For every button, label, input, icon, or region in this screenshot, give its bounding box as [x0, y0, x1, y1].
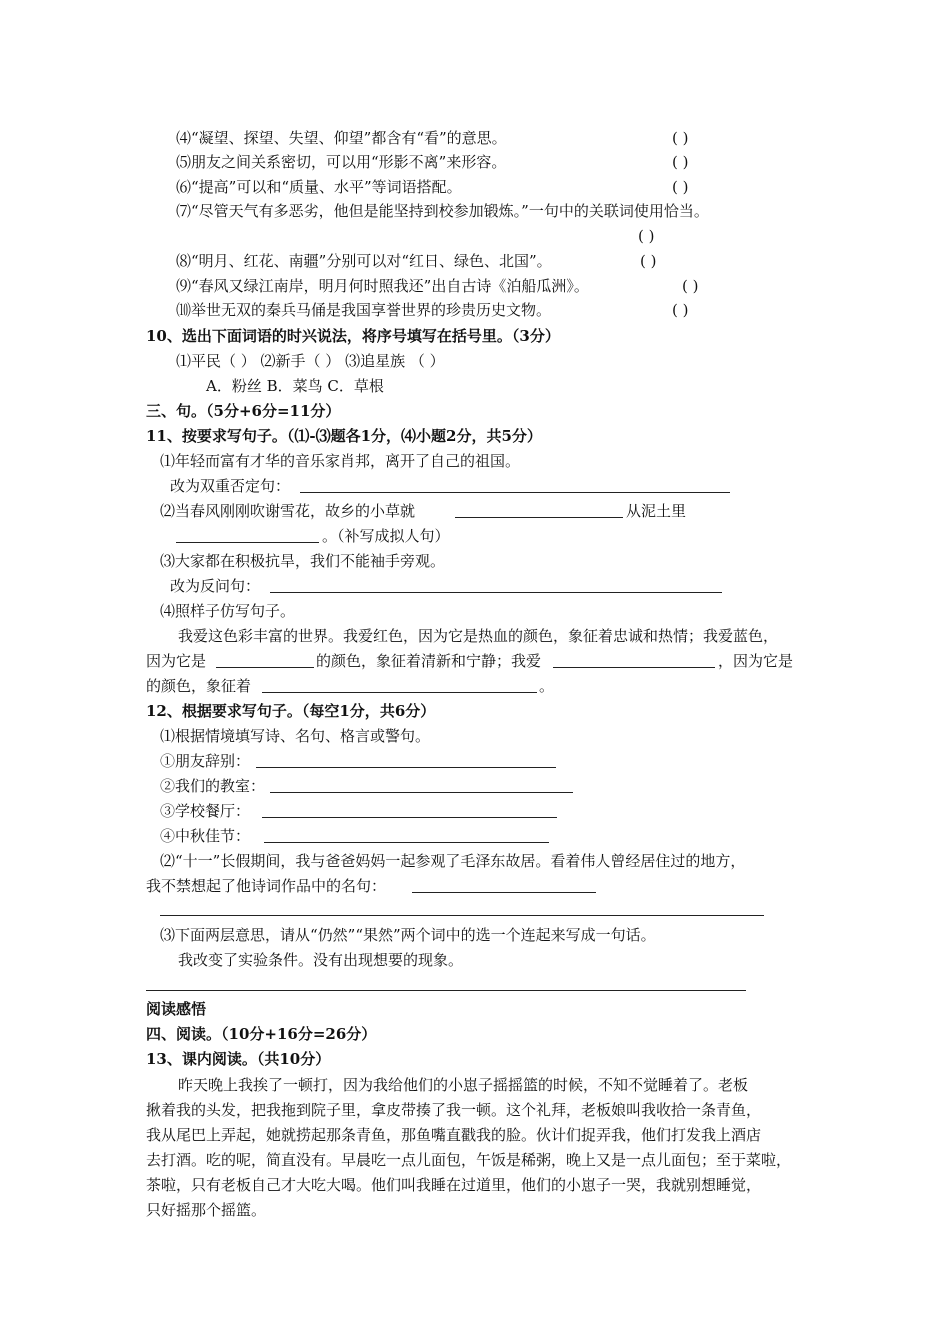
q12-item-1: ①朋友辞别：: [160, 752, 251, 770]
answer-line[interactable]: [160, 915, 764, 916]
passage-line: 只好摇那个摇篮。: [146, 1201, 267, 1219]
q11-sentence-3: ⑶大家都在积极抗旱，我们不能袖手旁观。: [160, 552, 446, 570]
q11-sample-2a: 因为它是: [146, 652, 207, 670]
answer-paren[interactable]: ( ): [672, 301, 689, 319]
q11-sample-3a: 的颜色，象征着: [146, 677, 252, 695]
answer-paren[interactable]: ( ): [672, 129, 689, 147]
answer-line[interactable]: [270, 592, 722, 593]
q12-sentence-1: ⑴根据情境填写诗、名句、格言或警句。: [160, 727, 431, 745]
q11-sentence-1: ⑴年轻而富有才华的音乐家肖邦，离开了自己的祖国。: [160, 452, 521, 470]
answer-line[interactable]: [256, 767, 556, 768]
answer-line[interactable]: [262, 817, 557, 818]
section-4-title: 四、阅读。（10分+16分=26分）: [146, 1025, 377, 1043]
judge-item-5: ⑸朋友之间关系密切，可以用“形影不离”来形容。: [176, 153, 507, 171]
q11-sentence-2b: 从泥土里: [626, 502, 687, 520]
q11-sample-line-1: 我爱这色彩丰富的世界。我爱红色，因为它是热血的颜色，象征着忠诚和热情；我爱蓝色，: [178, 627, 779, 645]
answer-paren[interactable]: ( ): [640, 252, 657, 270]
answer-paren[interactable]: ( ): [638, 227, 655, 245]
passage-line: 我从尾巴上弄起，她就捞起那条青鱼，那鱼嘴直戳我的脸。伙计们捉弄我，他们打发我上酒店: [146, 1126, 762, 1144]
answer-line[interactable]: [553, 667, 715, 668]
answer-line[interactable]: [262, 692, 537, 693]
passage-line: 昨天晚上我挨了一顿打，因为我给他们的小崽子摇摇篮的时候，不知不觉睡着了。老板: [178, 1076, 749, 1094]
q11-label-1: 改为双重否定句：: [170, 477, 291, 495]
q11-sentence-4: ⑷照样子仿写句子。: [160, 602, 296, 620]
answer-line[interactable]: [146, 990, 746, 991]
answer-line[interactable]: [300, 492, 730, 493]
answer-line[interactable]: [176, 542, 319, 543]
judge-item-4: ⑷“凝望、探望、失望、仰望”都含有“看”的意思。: [176, 129, 507, 147]
judge-item-7: ⑺“尽管天气有多恶劣，他但是能坚持到校参加锻炼。”一句中的关联词使用恰当。: [176, 202, 709, 220]
question-10-title: 10、选出下面词语的时兴说法，将序号填写在括号里。（3分）: [146, 327, 560, 345]
answer-line[interactable]: [455, 517, 623, 518]
answer-line[interactable]: [216, 667, 314, 668]
question-11-title: 11、按要求写句子。（⑴-⑶题各1分，⑷小题2分，共5分）: [146, 427, 542, 445]
q12-sentence-3: ⑶下面两层意思，请从“仍然”“果然”两个词中的选一个连起来写成一句话。: [160, 926, 656, 944]
judge-item-6: ⑹“提高”可以和“质量、水平”等词语搭配。: [176, 178, 462, 196]
judge-item-9: ⑼“春风又绿江南岸，明月何时照我还”出自古诗《泊船瓜洲》。: [176, 277, 589, 295]
q12-sentence-3b: 我改变了实验条件。没有出现想要的现象。: [178, 951, 464, 969]
q12-item-2: ②我们的教室：: [160, 777, 266, 795]
question-10-items: ⑴平民（ ） ⑵新手（ ） ⑶追星族 （ ）: [176, 352, 445, 370]
passage-line: 揪着我的头发，把我拖到院子里，拿皮带揍了我一顿。这个礼拜，老板娘叫我收拾一条青鱼，: [146, 1101, 762, 1119]
section-3-title: 三、句。（5分+6分=11分）: [146, 402, 341, 420]
passage-line: 去打酒。吃的呢，简直没有。早晨吃一点儿面包，午饭是稀粥，晚上又是一点儿面包；至于菜啦，: [146, 1151, 792, 1169]
q11-sample-3b: 。: [539, 677, 555, 695]
q12-item-4: ④中秋佳节：: [160, 827, 251, 845]
q12-sentence-2b: 我不禁想起了他诗词作品中的名句：: [146, 877, 387, 895]
question-12-title: 12、根据要求写句子。（每空1分，共6分）: [146, 702, 436, 720]
q12-item-3: ③学校餐厅：: [160, 802, 251, 820]
q11-sample-2b: 的颜色，象征着清新和宁静；我爱: [316, 652, 542, 670]
q11-sample-2c: ，因为它是: [718, 652, 794, 670]
q11-sentence-2c: 。（补写成拟人句）: [322, 527, 450, 545]
question-10-options: A．粉丝 B．菜鸟 C．草根: [206, 377, 384, 395]
answer-line[interactable]: [412, 892, 596, 893]
judge-item-10: ⑽举世无双的秦兵马俑是我国享誉世界的珍贵历史文物。: [176, 301, 552, 319]
answer-line[interactable]: [264, 842, 549, 843]
q11-sentence-2a: ⑵当春风刚刚吹谢雪花，故乡的小草就: [160, 502, 416, 520]
judge-item-8: ⑻“明月、红花、南疆”分别可以对“红日、绿色、北国”。: [176, 252, 552, 270]
passage-line: 茶啦，只有老板自己才大吃大喝。他们叫我睡在过道里，他们的小崽子一哭，我就别想睡觉，: [146, 1176, 762, 1194]
question-13-title: 13、课内阅读。（共10分）: [146, 1050, 331, 1068]
answer-paren[interactable]: ( ): [672, 178, 689, 196]
q12-sentence-2a: ⑵“十一”长假期间，我与爸爸妈妈一起参观了毛泽东故居。看着伟人曾经居住过的地方，: [160, 852, 746, 870]
q11-label-3: 改为反问句：: [170, 577, 261, 595]
answer-line[interactable]: [270, 792, 573, 793]
reading-heading: 阅读感悟: [146, 1000, 207, 1018]
answer-paren[interactable]: ( ): [682, 277, 699, 295]
answer-paren[interactable]: ( ): [672, 153, 689, 171]
